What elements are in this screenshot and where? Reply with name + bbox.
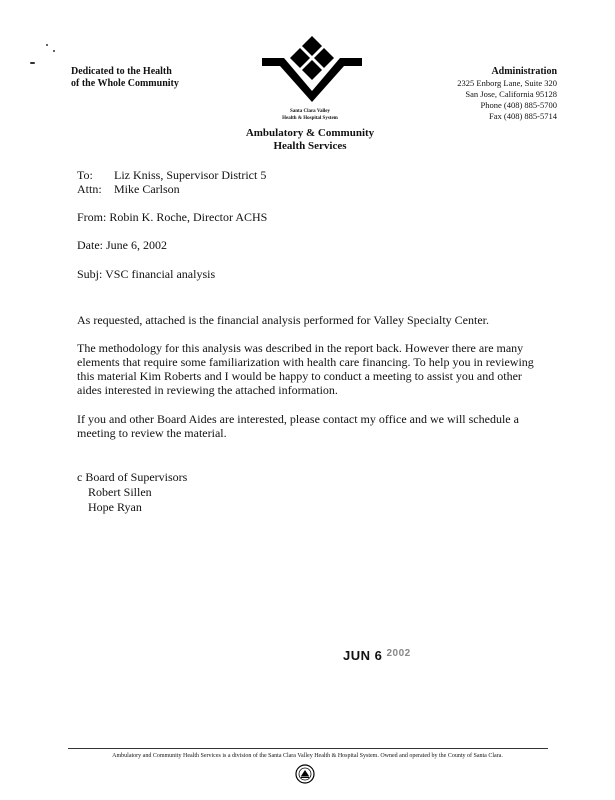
to-value: Liz Kniss, Supervisor District 5 [114, 168, 267, 182]
date-label: Date: [77, 238, 103, 252]
admin-title: Administration [491, 66, 557, 77]
subj-label: Subj: [77, 267, 103, 281]
admin-address-block [457, 66, 557, 122]
footer-divider [68, 748, 548, 749]
admin-address-line: 2325 Enborg Lane, Suite 320 [457, 78, 557, 88]
footer-text: Ambulatory and Community Health Services is a division of the Santa Clara Valley Health & Hospital System. Owned and operated by the County of Santa Clara. [112, 753, 503, 759]
admin-fax: Fax (408) 885-5714 [489, 111, 557, 121]
memo-to [77, 168, 266, 182]
subj-value: VSC financial analysis [105, 267, 216, 281]
memo-from [77, 210, 267, 224]
cc-line: Robert Sillen [88, 485, 152, 499]
scan-speck [30, 62, 35, 64]
admin-phone: Phone (408) 885-5700 [480, 100, 557, 110]
scan-speck [46, 44, 48, 46]
org-name-line-1: Ambulatory & Community [245, 127, 375, 139]
stamp-main: JUN 6 [343, 648, 383, 663]
cc-line: Hope Ryan [88, 500, 142, 514]
attn-value: Mike Carlson [114, 182, 180, 196]
date-value: June 6, 2002 [106, 238, 167, 252]
memo-attn [77, 182, 180, 196]
tagline-line-1: Dedicated to the Health [71, 66, 172, 77]
to-label: To: [77, 168, 93, 182]
org-system-name [250, 108, 370, 122]
stamp-year: 2002 [386, 648, 411, 659]
cc-list [77, 470, 187, 515]
body-paragraph-3: If you and other Board Aides are interested, please contact my office and we will schedule a meeting to review the material. [77, 412, 519, 440]
county-seal-icon [295, 764, 315, 784]
left-tagline [71, 66, 179, 90]
tagline-line-2: of the Whole Community [71, 78, 179, 89]
body-paragraph-2: The methodology for this analysis was described in the report back. However there are many elements that require some familiarization with health care financing. To help you in reviewing this material Kim Roberts and I would be happy to conduct a meeting to assist you and other aides interested in reviewing the attached information. [77, 341, 534, 397]
org-name [225, 127, 395, 153]
memo-subject [77, 267, 215, 281]
from-value: Robin K. Roche, Director ACHS [109, 210, 268, 224]
from-label: From: [77, 210, 107, 224]
memo-date [77, 238, 167, 252]
body-paragraph-1: As requested, attached is the financial analysis performed for Valley Specialty Center. [77, 313, 489, 327]
org-small-line-2: Health & Hospital System [282, 116, 338, 121]
diamond-logo-icon [262, 36, 362, 108]
cc-line: c Board of Supervisors [77, 470, 188, 484]
org-name-line-2: Health Services [273, 140, 347, 152]
org-small-line-1: Santa Clara Valley [289, 109, 330, 114]
attn-label: Attn: [77, 182, 102, 196]
scan-speck [53, 50, 55, 52]
date-stamp [343, 648, 411, 663]
admin-address-line: San Jose, California 95128 [465, 89, 557, 99]
